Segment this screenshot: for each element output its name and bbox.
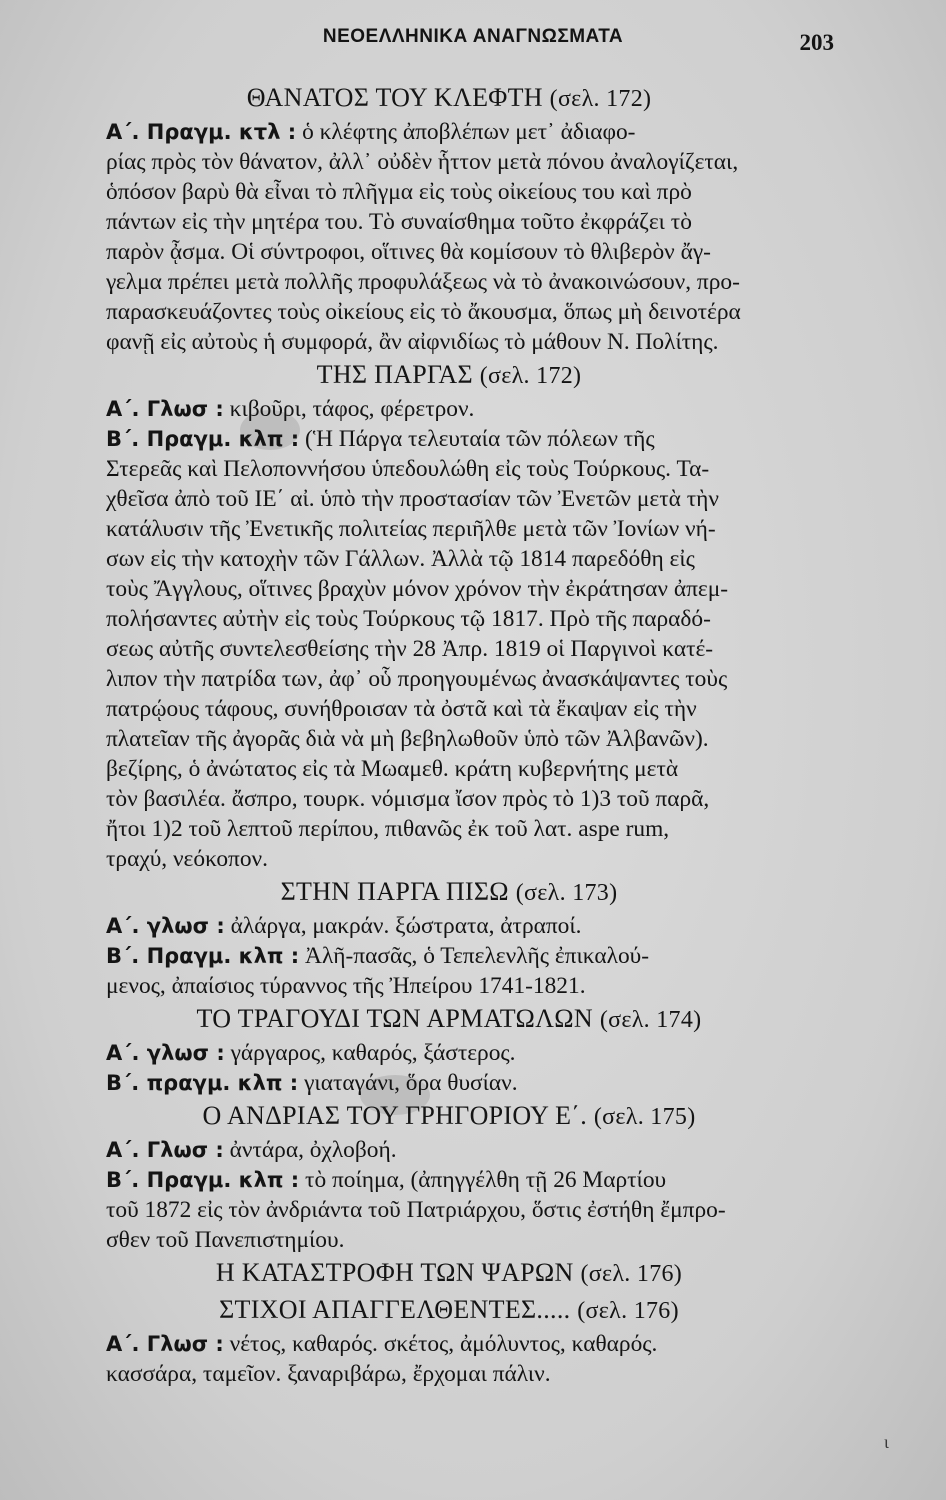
section-page-ref: (σελ. 175) [593,1104,696,1130]
margin-mark: ι [884,1432,889,1452]
line-text: μενος, ἀπαίσιος τύραννος τῆς Ἠπείρου 1741-1821. [106,973,586,999]
line-text: ἤτοι 1)2 τοῦ λεπτοῦ περίπου, πιθανῶς ἐκ τοῦ λατ. aspe rum, [106,816,670,842]
line-text: τοὺς Ἄγγλους, οἵτινες βραχὺν μόνον χρόνον τὴν ἐκράτησαν ἀπεμ- [106,576,729,602]
text-line [106,1068,792,1098]
text-line [106,454,792,484]
line-text: κιβοῦρι, τάφος, φέρετρον. [229,396,475,422]
text-line [106,1359,792,1389]
section-title-text: ΣΤΗΝ ΠΑΡΓΑ ΠΙΣΩ [280,877,509,906]
entry-marker: Α΄. γλωσ : [106,914,225,938]
line-text: τοῦ 1872 εἰς τὸν ἀνδριάντα τοῦ Πατριάρχου, ὅστις ἐστήθη ἔμπρο- [106,1197,726,1223]
text-line [106,814,792,844]
text-line [106,784,792,814]
line-text: ὁπόσον βαρὺ θὰ εἶναι τὸ πλῆγμα εἰς τοὺς οἰκείους του καὶ πρὸ [106,179,692,205]
title-space [543,83,550,112]
line-text: ἀλάργα, μακράν. ξώστρατα, ἀτραποί. [230,913,582,939]
line-text: λιπον τὴν πατρίδα των, ἀφ᾽ οὗ προηγουμένως ἀνασκάψαντες τοὺς [106,666,728,692]
line-text: σθεν τοῦ Πανεπιστημίου. [106,1227,345,1253]
note-entry [106,1135,792,1165]
line-text: πάντων εἰς τὴν μητέρα του. Τὸ συναίσθημα τοῦτο ἐκφράζει τὸ [106,209,692,235]
line-text: πολήσαντες αὐτὴν εἰς τοὺς Τούρκους τῷ 1817. Πρὸ τῆς παραδό- [106,606,711,632]
text-line [106,1135,792,1165]
page-body [106,80,792,1389]
line-text: γελμα πρέπει μετὰ πολλῆς προφυλάξεως νὰ τὸ ἀνακοινώσουν, προ- [106,269,740,295]
entry-marker: Β΄. Πραγμ. κλπ : [106,944,300,968]
entry-marker: Α΄. Γλωσ : [106,1332,224,1356]
note-entry [106,424,792,874]
text-line [106,1225,792,1255]
section-page-ref: (σελ. 172) [549,86,652,112]
title-space [593,1004,600,1033]
text-line [106,844,792,874]
line-text: τὸ ποίημα, (ἀπηγγέλθη τῇ 26 Μαρτίου [305,1167,667,1193]
note-entry [106,1038,792,1068]
text-line [106,754,792,784]
text-line [106,971,792,1001]
text-line [106,327,792,357]
text-line [106,297,792,327]
line-text: κασσάρα, ταμεῖον. ξαναριβάρω, ἔρχομαι πάλιν. [106,1361,551,1387]
text-line [106,664,792,694]
text-line [106,1165,792,1195]
section-title [106,357,792,394]
line-text: τὸν βασιλέα. ἄσπρο, τουρκ. νόμισμα ἴσον πρὸς τὸ 1)3 τοῦ παρᾶ, [106,786,710,812]
text-line [106,117,792,147]
text-line [106,177,792,207]
line-text: σων εἰς τὴν κατοχὴν τῶν Γάλλων. Ἀλλὰ τῷ 1814 παρεδόθη εἰς [106,546,695,572]
entry-marker: Β΄. πραγμ. κλπ : [106,1071,299,1095]
note-entry [106,1068,792,1098]
section-page-ref: (σελ. 172) [479,363,582,389]
note-entry [106,394,792,424]
note-entry [106,1165,792,1255]
line-text: κατάλυσιν τῆς Ἐνετικῆς πολιτείας περιῆλθε μετὰ τῶν Ἰονίων νή- [106,516,716,542]
text-line [106,911,792,941]
text-line [106,724,792,754]
text-line [106,1329,792,1359]
line-text: χθεῖσα ἀπὸ τοῦ ΙΕ΄ αἰ. ὑπὸ τὴν προστασίαν τῶν Ἐνετῶν μετὰ τὴν [106,486,719,512]
text-line [106,424,792,454]
section-title-text: ΤΟ ΤΡΑΓΟΥΔΙ ΤΩΝ ΑΡΜΑΤΩΛΩΝ [196,1004,593,1033]
section-title-text: ΣΤΙΧΟΙ ΑΠΑΓΓΕΛΘΕΝΤΕΣ..... [219,1295,571,1324]
title-space [587,1101,594,1130]
title-space [509,877,516,906]
line-text: βεζίρης, ὁ ἀνώτατος εἰς τὰ Μωαμεθ. κράτη κυβερνήτης μετὰ [106,756,679,782]
section-title [106,1098,792,1135]
text-line [106,484,792,514]
text-line [106,267,792,297]
entry-marker: Β΄. Πραγμ. κλπ : [106,427,300,451]
line-text: ἀντάρα, ὀχλοβοή. [229,1137,397,1163]
line-text: τραχύ, νεόκοπον. [106,846,268,872]
text-line [106,604,792,634]
line-text: νέτος, καθαρός. σκέτος, ἀμόλυντος, καθαρός. [229,1331,658,1357]
text-line [106,147,792,177]
text-line [106,694,792,724]
line-text: Στερεᾶς καὶ Πελοποννήσου ὑπεδουλώθη εἰς τοὺς Τούρκους. Τα- [106,456,710,482]
text-line [106,1195,792,1225]
section-title-text: Η ΚΑΤΑΣΤΡΟΦΗ ΤΩΝ ΨΑΡΩΝ [215,1258,574,1287]
section-title [106,80,792,117]
text-line [106,207,792,237]
text-line [106,941,792,971]
line-text: πλατεῖαν τῆς ἀγορᾶς διὰ νὰ μὴ βεβηλωθοῦν ὑπὸ τῶν Ἀλβανῶν). [106,726,709,752]
section-title [106,874,792,911]
entry-marker: Α΄. Πραγμ. κτλ : [106,120,297,144]
entry-marker: Α΄. Γλωσ : [106,1138,224,1162]
page-number: 203 [799,30,834,55]
text-line [106,1038,792,1068]
text-line [106,514,792,544]
line-text: (Ἡ Πάργα τελευταία τῶν πόλεων τῆς [305,426,655,452]
note-entry [106,911,792,941]
section-title-text: Ο ΑΝΔΡΙΑΣ ΤΟΥ ΓΡΗΓΟΡΙΟΥ Ε΄. [202,1101,588,1130]
note-entry [106,941,792,1001]
line-text: σεως αὐτῆς συντελεσθείσης τὴν 28 Ἀπρ. 1819 οἱ Παργινοὶ κατέ- [106,636,714,662]
note-entry [106,117,792,357]
line-text: παρὸν ᾆσμα. Οἱ σύντροφοι, οἵτινες θὰ κομίσουν τὸ θλιβερὸν ἄγ- [106,239,711,265]
entry-marker: Α΄. γλωσ : [106,1041,225,1065]
section-title-text: ΤΗΣ ΠΑΡΓΑΣ [316,360,473,389]
section-page-ref: (σελ. 176) [577,1298,679,1324]
line-text: φανῇ εἰς αὐτοὺς ἡ συμφορά, ἂν αἰφνιδίως τὸ μάθουν Ν. Πολίτης. [106,329,719,355]
entry-marker: Α΄. Γλωσ : [106,397,224,421]
line-text: γάργαρος, καθαρός, ξάστερος. [230,1040,516,1066]
section-title-text: ΘΑΝΑΤΟΣ ΤΟΥ ΚΛΕΦΤΗ [246,83,543,112]
section-page-ref: (σελ. 176) [580,1261,683,1287]
text-line [106,574,792,604]
text-line [106,394,792,424]
line-text: ρίας πρὸς τὸν θάνατον, ἀλλ᾽ οὐδὲν ἧττον μετὰ πόνου ἀναλογίζεται, [106,149,739,175]
text-line [106,634,792,664]
text-line [106,237,792,267]
note-entry [106,1329,792,1389]
line-text: Ἀλῆ-πασᾶς, ὁ Τεπελενλῆς ἐπικαλού- [305,943,650,969]
line-text: πατρῴους τάφους, συνήθροισαν τὰ ὀστᾶ καὶ τὰ ἔκαψαν εἰς τὴν [106,696,697,722]
section-page-ref: (σελ. 174) [599,1007,702,1033]
section-title [106,1255,792,1292]
entry-marker: Β΄. Πραγμ. κλπ : [106,1168,300,1192]
section-page-ref: (σελ. 173) [515,880,618,906]
line-text: ὁ κλέφτης ἀποβλέπων μετ᾽ ἀδιαφο- [302,119,636,145]
section-title [106,1292,792,1329]
text-line [106,544,792,574]
running-title: ΝΕΟΕΛΛΗΝΙΚΑ ΑΝΑΓΝΩΣΜΑΤΑ [322,26,624,47]
line-text: παρασκευάζοντες τοὺς οἰκείους εἰς τὸ ἄκουσμα, ὅπως μὴ δεινοτέρα [106,299,741,325]
line-text: γιαταγάνι, ὅρα θυσίαν. [304,1070,518,1096]
section-title [106,1001,792,1038]
title-space [473,360,480,389]
